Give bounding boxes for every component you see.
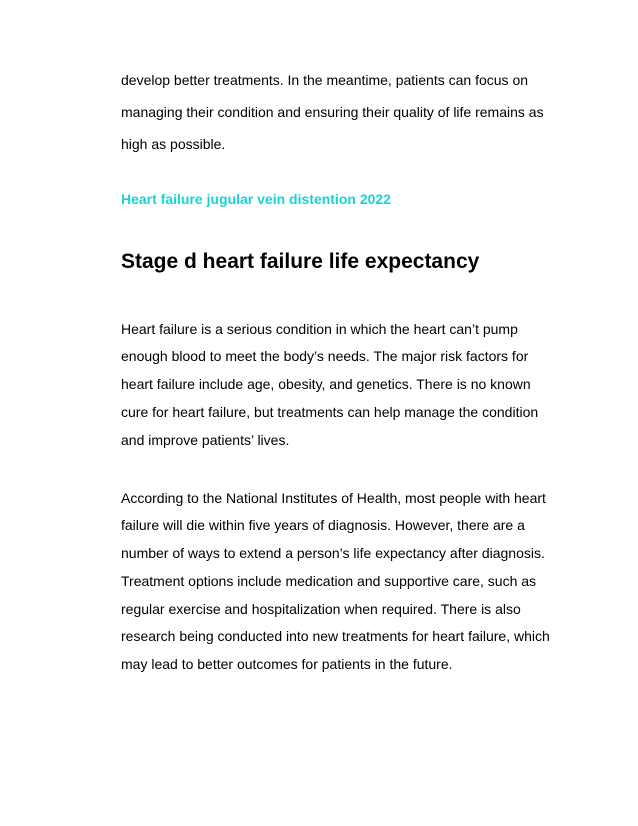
paragraph-2-line: may lead to better outcomes for patients in the future.	[121, 656, 453, 672]
paragraph-2-line: regular exercise and hospitalization when required. There is also	[121, 601, 521, 617]
intro-line: develop better treatments. In the meantime, patients can focus on	[121, 72, 529, 88]
paragraph-1-line: enough blood to meet the body’s needs. The major risk factors for	[121, 348, 529, 364]
paragraph-2-line: Treatment options include medication and supportive care, such as	[121, 573, 537, 589]
paragraph-2-line: number of ways to extend a person’s life expectancy after diagnosis.	[121, 545, 545, 561]
paragraph-1-line: heart failure include age, obesity, and genetics. There is no known	[121, 376, 531, 392]
paragraph-1-line: and improve patients’ lives.	[121, 432, 290, 448]
paragraph-1-line: cure for heart failure, but treatments can help manage the condition	[121, 404, 539, 420]
paragraph-2-line: According to the National Institutes of Health, most people with heart	[121, 490, 546, 506]
paragraph-2-line: research being conducted into new treatments for heart failure, which	[121, 628, 550, 644]
section-heading: Stage d heart failure life expectancy	[121, 250, 480, 273]
related-article-link[interactable]: Heart failure jugular vein distention 2022	[121, 191, 391, 207]
paragraph-2-line: failure will die within five years of diagnosis. However, there are a	[121, 517, 525, 533]
intro-line: managing their condition and ensuring their quality of life remains as	[121, 104, 544, 120]
paragraph-1-line: Heart failure is a serious condition in which the heart can’t pump	[121, 321, 518, 337]
intro-line: high as possible.	[121, 136, 226, 152]
